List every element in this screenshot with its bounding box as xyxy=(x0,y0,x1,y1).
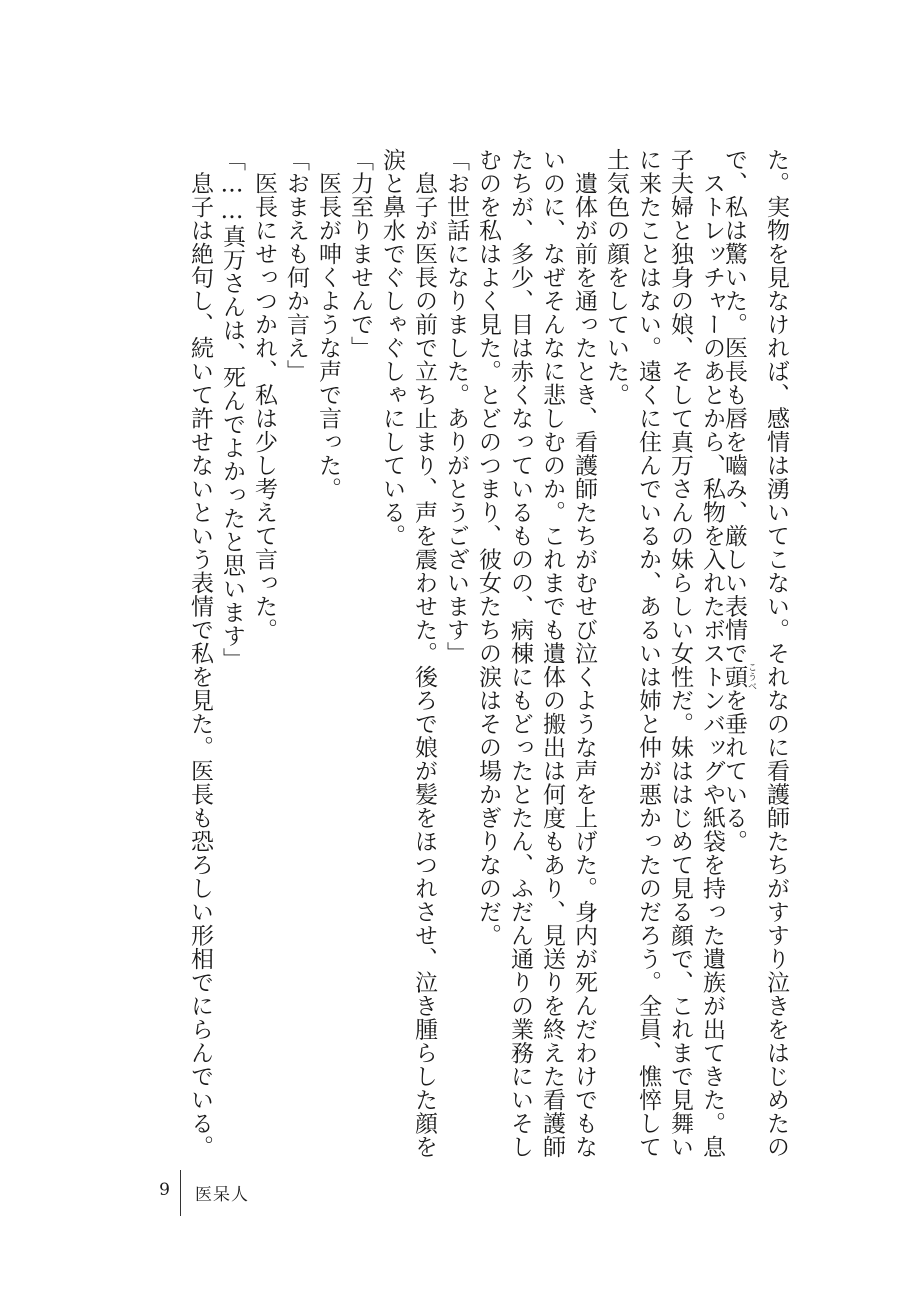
text-line-2: で、私は驚いた。医長も唇を嚙み、厳しい表情で頭 こうべを垂れている。 xyxy=(721,148,756,853)
body-text xyxy=(98,148,789,1159)
text-line-6: 土気色の顔をしていた。 xyxy=(603,148,629,407)
text-line-12: 息子が医長の前で立ち止まり、声を震わせた。後ろで娘が髪をほつれさせ、泣き腫らした顔を xyxy=(411,148,437,1159)
text-line-13: 涙と鼻水でぐしゃぐしゃにしている。 xyxy=(379,148,405,548)
text-line-16: 「おまえも何か言え」 xyxy=(283,148,309,383)
text-line-1: た。実物を見なければ、感情は湧いてこない。それなのに看護師たちがすすり泣きをはじめたの xyxy=(763,148,789,1159)
text-line-18: 「……真万さんは、死んでよかったと思います」 xyxy=(219,148,245,671)
text-line-15: 医長が呻くような声で言った。 xyxy=(315,148,341,501)
text-line-7: 遺体が前を通ったとき、看護師たちがむせび泣くような声を上げた。身内が死んだわけでもな xyxy=(571,148,597,1159)
text-line-17: 医長にせっつかれ、私は少し考えて言った。 xyxy=(251,148,277,642)
page-footer xyxy=(150,1170,249,1216)
footer-divider xyxy=(180,1170,181,1216)
text-line-10: むのを私はよく見た。とどのつまり、彼女たちの涙はその場かぎりなのだ。 xyxy=(475,148,501,947)
text-line-9: たちが、多少、目は赤くなっているものの、病棟にもどったとたん、ふだん通りの業務にいそし xyxy=(507,148,533,1159)
text-line-3: ストレッチャーのあとから、私物を入れたボストンバッグや紙袋を持った遺族が出てきた。息 xyxy=(699,148,725,1159)
text-line-5: に来たことはない。遠くに住んでいるか、あるいは姉と仲が悪かったのだろう。全員、憔悴して xyxy=(635,148,661,1159)
text-line-4: 子夫婦と独身の娘、そして真万さんの妹らしい女性だ。妹ははじめて見る顔で、これまで見舞い xyxy=(667,148,693,1159)
ruby-text: こうべ xyxy=(746,662,756,691)
page-number: 9 xyxy=(159,1180,170,1200)
text-line-14: 「力至りませんで」 xyxy=(347,148,373,360)
ruby-kashira: 頭 こうべ xyxy=(721,662,756,691)
running-title: 医呆人 xyxy=(195,1185,249,1205)
text-line-19: 息子は絶句し、続いて許せないという表情で私を見た。医長も恐ろしい形相でにらんでいる。 xyxy=(187,148,213,1159)
text-line-8: いのに、なぜそんなに悲しむのか。これまでも遺体の搬出は何度もあり、見送りを終えた看護師 xyxy=(539,148,565,1159)
text-line-11: 「お世話になりました。ありがとうございます」 xyxy=(443,148,469,665)
